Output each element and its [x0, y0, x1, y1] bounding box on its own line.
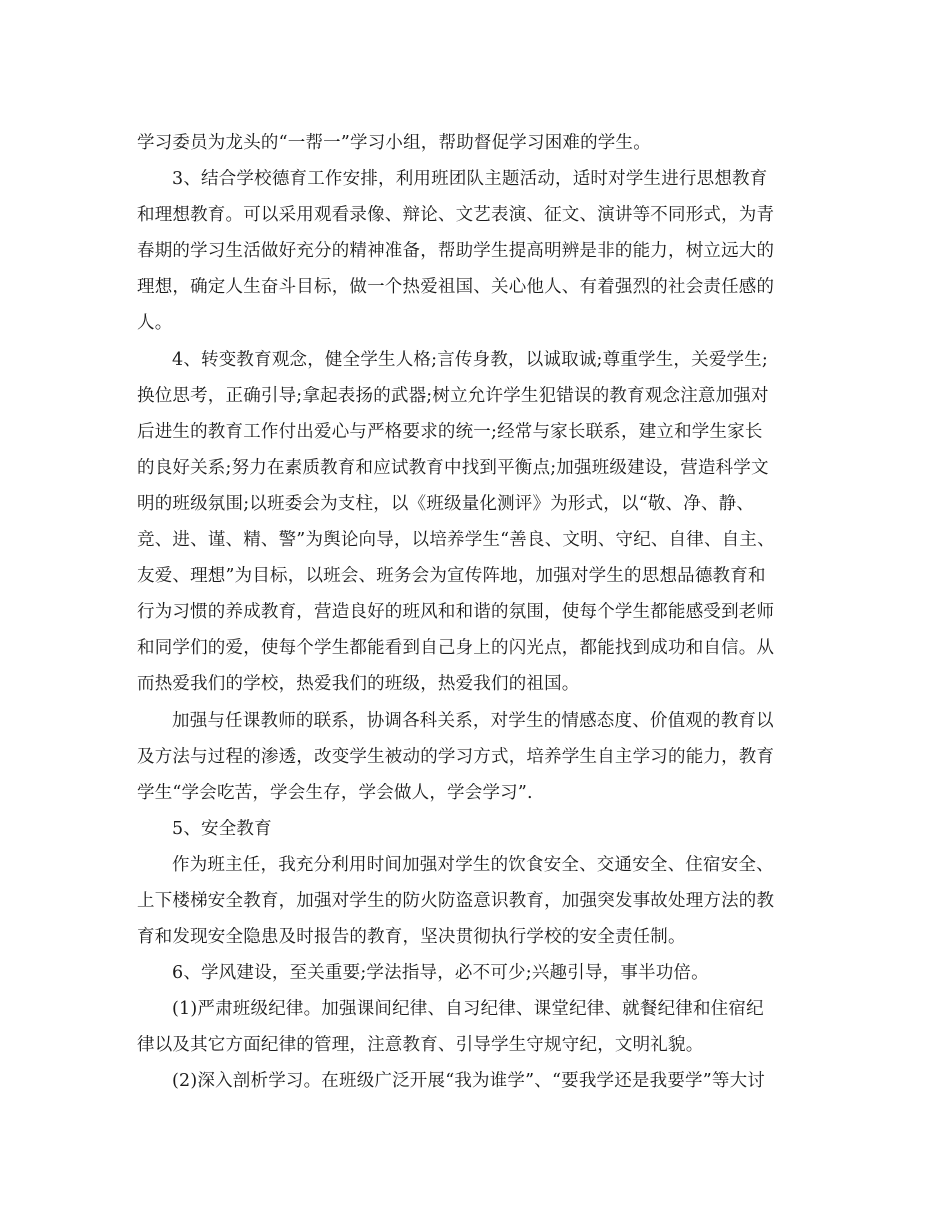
text-line: 和同学们的爱，使每个学生都能看到自己身上的闪光点，都能找到成功和自信。从 [137, 638, 775, 659]
paragraph-safety-start: 作为班主任，我充分利用时间加强对学生的饮食安全、交通安全、住宿安全、 [172, 854, 774, 875]
text-line: 律以及其它方面纪律的管理，注意教育、引导学生守规守纪，文明礼貌。 [137, 1035, 704, 1056]
paragraph-6-start: 6、学风建设，至关重要;学法指导，必不可少;兴趣引导，事半功倍。 [172, 963, 709, 984]
text-line: 的良好关系;努力在素质教育和应试教育中找到平衡点;加强班级建设，营造科学文 [137, 457, 769, 478]
text-line: 育和发现安全隐患及时报告的教育，坚决贯彻执行学校的安全责任制。 [137, 927, 686, 948]
paragraph-3-start: 3、结合学校德育工作安排，利用班团队主题活动，适时对学生进行思想教育 [172, 169, 768, 190]
paragraph-4-start: 4、转变教育观念，健全学生人格;言传身教，以诚取诚;尊重学生，关爱学生; [172, 349, 769, 370]
list-item-1-start: (1)严肃班级纪律。加强课间纪律、自习纪律、课堂纪律、就餐纪律和住宿纪 [172, 999, 764, 1020]
text-line: 学习委员为龙头的“一帮一”学习小组，帮助督促学习困难的学生。 [137, 133, 651, 153]
text-line: 后进生的教育工作付出爱心与严格要求的统一;经常与家长联系，建立和学生家长 [137, 421, 763, 442]
document-body [137, 125, 817, 1100]
text-line: 学生“学会吃苦，学会生存，学会做人，学会学习”. [137, 782, 533, 803]
section-heading-safety: 5、安全教育 [172, 818, 272, 839]
text-line: 春期的学习生活做好充分的精神准备，帮助学生提高明辨是非的能力，树立远大的 [137, 241, 775, 262]
text-line: 及方法与过程的渗透，改变学生被动的学习方式，培养学生自主学习的能力，教育 [137, 746, 775, 767]
text-line: 友爱、理想”为目标，以班会、班务会为宣传阵地，加强对学生的思想品德教育和 [137, 566, 766, 587]
text-line: 人。 [137, 313, 173, 334]
text-line: 换位思考，正确引导;拿起表扬的武器;树立允许学生犯错误的教育观念注意加强对 [137, 385, 769, 406]
text-line: 明的班级氛围;以班委会为支柱，以《班级量化测评》为形式，以“敬、净、静、 [137, 493, 755, 514]
list-item-2-start: (2)深入剖析学习。在班级广泛开展“我为谁学”、“要我学还是我要学”等大讨 [172, 1071, 765, 1092]
text-line: 和理想教育。可以采用观看录像、辩论、文艺表演、征文、演讲等不同形式，为青 [137, 205, 775, 226]
text-line: 行为习惯的养成教育，营造良好的班风和和谐的氛围，使每个学生都能感受到老师 [137, 602, 775, 623]
paragraph-teachers-start: 加强与任课教师的联系，协调各科关系，对学生的情感态度、价值观的教育以 [172, 710, 774, 731]
text-line: 上下楼梯安全教育，加强对学生的防火防盗意识教育，加强突发事故处理方法的教 [137, 890, 775, 911]
text-line: 而热爱我们的学校，热爱我们的班级，热爱我们的祖国。 [137, 674, 580, 695]
text-line: 竞、进、谨、精、警”为舆论向导，以培养学生“善良、文明、守纪、自律、自主、 [137, 530, 775, 551]
text-line: 理想，确定人生奋斗目标，做一个热爱祖国、关心他人、有着强烈的社会责任感的 [137, 277, 775, 298]
